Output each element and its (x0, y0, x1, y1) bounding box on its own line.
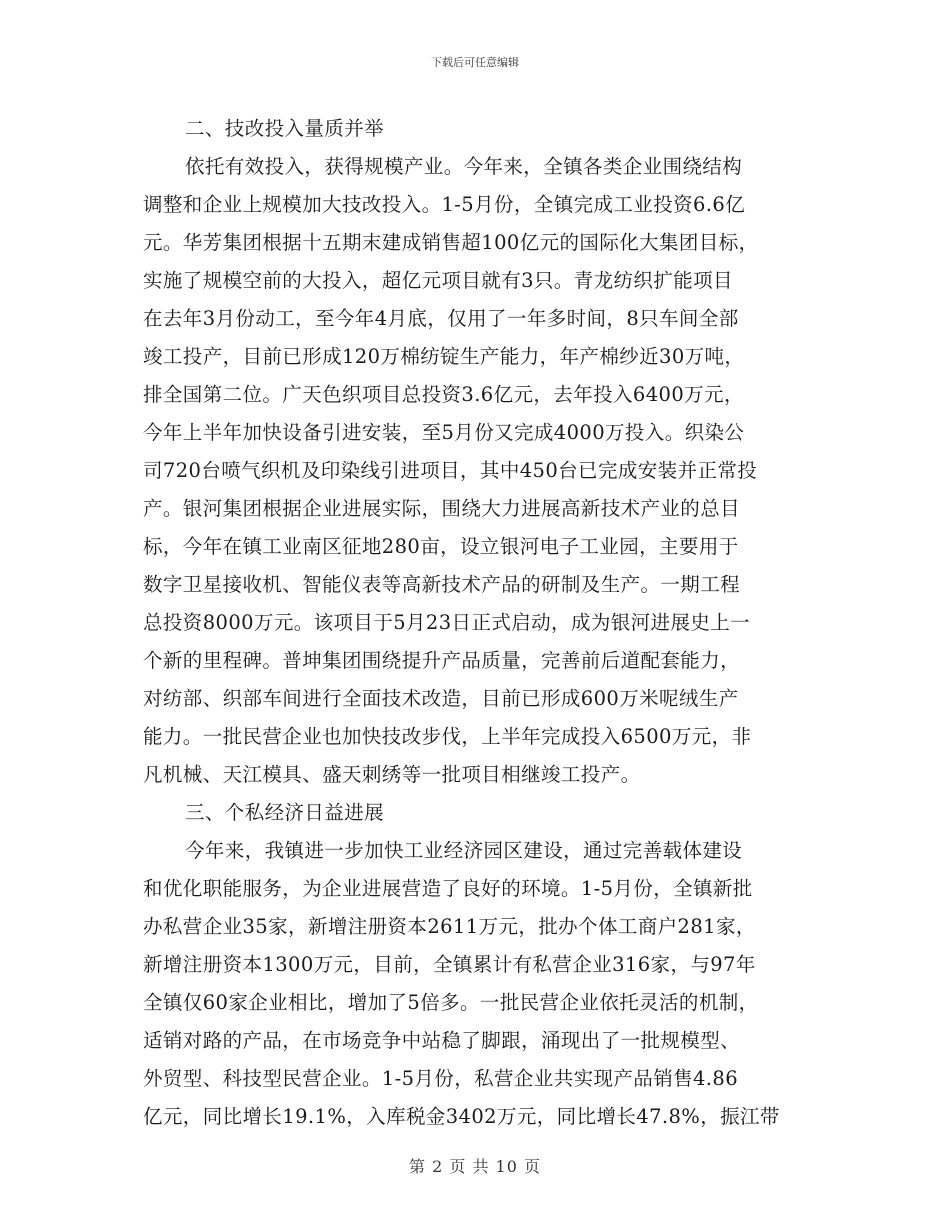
document-body (143, 110, 803, 1136)
text-line: 数字卫星接收机、智能仪表等高新技术产品的研制及生产。一期工程 (143, 573, 741, 596)
text-line: 个新的里程碑。普坤集团围绕提升产品质量，完善前后道配套能力， (143, 649, 741, 672)
text-line: 二、技改投入量质并举 (185, 117, 385, 140)
text-line: 在去年3月份动工，至今年4月底，仅用了一年多时间，8只车间全部 (143, 307, 739, 330)
text-line: 三、个私经济日益进展 (185, 801, 385, 824)
text-line: 今年来，我镇进一步加快工业经济园区建设，通过完善载体建设 (185, 839, 743, 862)
text-line: 竣工投产，目前已形成120万棉纺锭生产能力，年产棉纱近30万吨， (143, 345, 745, 368)
page-header: 下载后可任意编辑 (431, 56, 519, 69)
text-line: 能力。一批民营企业也加快技改步伐，上半年完成投入6500万元，非 (143, 725, 752, 748)
text-line: 调整和企业上规模加大技改投入。1-5月份，全镇完成工业投资6.6亿 (143, 193, 746, 216)
text-line: 产。银河集团根据企业进展实际，围绕大力进展高新技术产业的总目 (143, 497, 741, 520)
text-line: 新增注册资本1300万元，目前，全镇累计有私营企业316家，与97年 (143, 953, 756, 976)
text-line: 今年上半年加快设备引进安装，至5月份又完成4000万投入。织染公 (143, 421, 745, 444)
text-line: 排全国第二位。广天色织项目总投资3.6亿元，去年投入6400万元， (143, 383, 744, 406)
text-line: 凡机械、天江模具、盛天刺绣等一批项目相继竣工投产。 (143, 763, 641, 786)
text-line: 适销对路的产品，在市场竞争中站稳了脚跟，涌现出了一批规模型、 (143, 1029, 741, 1052)
text-line: 实施了规模空前的大投入，超亿元项目就有3只。青龙纺织扩能项目 (143, 269, 733, 292)
text-line: 标，今年在镇工业南区征地280亩，设立银河电子工业园，主要用于 (143, 535, 739, 558)
text-line: 依托有效投入，获得规模产业。今年来，全镇各类企业围绕结构 (185, 155, 743, 178)
text-line: 和优化职能服务，为企业进展营造了良好的环境。1-5月份，全镇新批 (143, 877, 753, 900)
text-line: 元。华芳集团根据十五期末建成销售超100亿元的国际化大集团目标， (143, 231, 759, 254)
text-line: 全镇仅60家企业相比，增加了5倍多。一批民营企业依托灵活的机制， (143, 991, 759, 1014)
text-line: 亿元，同比增长19.1%，入库税金3402万元，同比增长47.8%，振江带 (143, 1105, 780, 1128)
text-line: 总投资8000万元。该项目于5月23日正式启动，成为银河进展史上一 (143, 611, 751, 634)
text-line: 对纺部、织部车间进行全面技术改造，目前已形成600万米呢绒生产 (143, 687, 739, 710)
text-line: 办私营企业35家，新增注册资本2611万元，批办个体工商户281家， (143, 915, 756, 938)
page-footer: 第 2 页 共 10 页 (409, 1157, 541, 1176)
text-line: 外贸型、科技型民营企业。1-5月份，私营企业共实现产品销售4.86 (143, 1067, 739, 1090)
text-line: 司720台喷气织机及印染线引进项目，其中450台已完成安装并正常投 (143, 459, 758, 482)
